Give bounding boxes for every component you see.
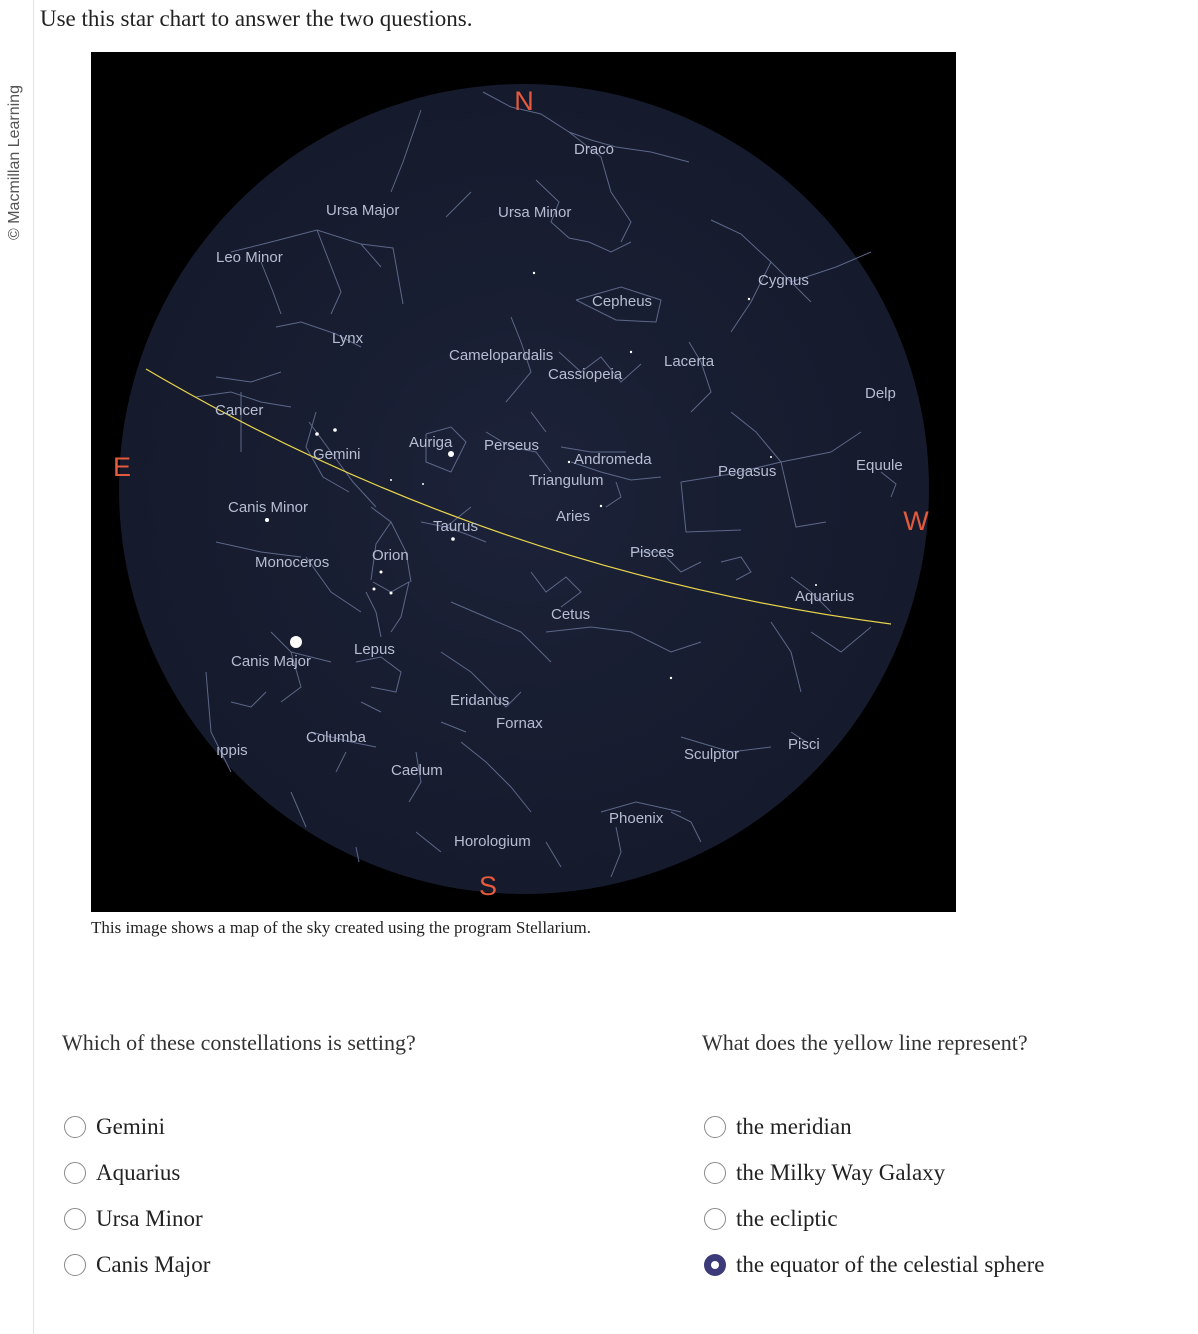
question-1-prompt: Which of these constellations is setting? xyxy=(62,1030,416,1055)
label-taurus: Taurus xyxy=(433,518,479,535)
option-label: the Milky Way Galaxy xyxy=(736,1160,946,1185)
label-leo-minor: Leo Minor xyxy=(216,249,283,266)
label-fornax: Fornax xyxy=(496,715,543,732)
instruction-text: Use this star chart to answer the two questions. xyxy=(40,6,473,31)
label-ursa-major: Ursa Major xyxy=(326,202,400,219)
label-orion: Orion xyxy=(372,547,409,564)
option-label: Gemini xyxy=(96,1114,165,1139)
label-gemini: Gemini xyxy=(313,446,361,463)
label-horologium: Horologium xyxy=(454,833,531,850)
cardinal-east: E xyxy=(112,452,132,482)
q2-option-ecliptic[interactable] xyxy=(704,1196,1044,1242)
label-lacerta: Lacerta xyxy=(664,353,715,370)
question-2-prompt: What does the yellow line represent? xyxy=(702,1030,1028,1055)
label-aries: Aries xyxy=(556,508,591,525)
star-chart-svg xyxy=(91,52,956,912)
label-aquarius: Aquarius xyxy=(795,588,855,605)
radio-button[interactable] xyxy=(704,1162,726,1184)
label-cetus: Cetus xyxy=(551,606,591,623)
option-label: Aquarius xyxy=(96,1160,181,1185)
label-auriga: Auriga xyxy=(409,434,453,451)
label-monoceros: Monoceros xyxy=(255,554,330,571)
side-divider xyxy=(33,0,34,1334)
label-canis-minor: Canis Minor xyxy=(228,499,309,516)
radio-button[interactable] xyxy=(704,1116,726,1138)
label-ursa-minor: Ursa Minor xyxy=(498,204,572,221)
label-cygnus: Cygnus xyxy=(758,272,809,289)
q1-option-canis-major[interactable] xyxy=(64,1242,210,1288)
label-lepus: Lepus xyxy=(354,641,395,658)
question-1-options xyxy=(64,1104,210,1288)
radio-button[interactable] xyxy=(64,1208,86,1230)
label-canis-major: Canis Major xyxy=(231,653,312,670)
label-equuleus: Equule xyxy=(856,457,903,474)
label-delphinus: Delp xyxy=(865,385,896,402)
option-label: Ursa Minor xyxy=(96,1206,203,1231)
cardinal-west: W xyxy=(903,506,929,536)
question-2-options xyxy=(704,1104,1044,1288)
label-cepheus: Cepheus xyxy=(592,293,653,310)
radio-button[interactable] xyxy=(704,1208,726,1230)
radio-button-selected[interactable] xyxy=(704,1254,726,1276)
label-draco: Draco xyxy=(574,141,615,158)
star-chart xyxy=(91,52,956,912)
q2-option-celestial-equator[interactable] xyxy=(704,1242,1044,1288)
option-label: the meridian xyxy=(736,1114,852,1139)
copyright-credit: © Macmillan Learning xyxy=(6,85,23,240)
cardinal-south: S xyxy=(478,871,498,901)
label-columba: Columba xyxy=(306,729,367,746)
q1-option-aquarius[interactable] xyxy=(64,1150,210,1196)
label-eridanus: Eridanus xyxy=(450,692,510,709)
option-label: Canis Major xyxy=(96,1252,211,1277)
label-cassiopeia: Cassiopeia xyxy=(548,366,623,383)
cardinal-north: N xyxy=(514,86,534,116)
label-lynx: Lynx xyxy=(332,330,364,347)
q2-option-milky-way[interactable] xyxy=(704,1150,1044,1196)
radio-button[interactable] xyxy=(64,1116,86,1138)
label-triangulum: Triangulum xyxy=(529,472,604,489)
label-caelum: Caelum xyxy=(391,762,443,779)
option-label: the ecliptic xyxy=(736,1206,838,1231)
label-piscis-austrinus: Pisci xyxy=(788,736,820,753)
label-sculptor: Sculptor xyxy=(684,746,740,763)
label-pegasus: Pegasus xyxy=(718,463,777,480)
radio-button[interactable] xyxy=(64,1254,86,1276)
label-pisces: Pisces xyxy=(630,544,675,561)
option-label: the equator of the celestial sphere xyxy=(736,1252,1045,1277)
q2-option-meridian[interactable] xyxy=(704,1104,1044,1150)
q1-option-gemini[interactable] xyxy=(64,1104,210,1150)
label-puppis: ıppis xyxy=(216,742,248,759)
label-phoenix: Phoenix xyxy=(609,810,664,827)
label-cancer: Cancer xyxy=(215,402,264,419)
label-camelopardalis: Camelopardalis xyxy=(449,347,554,364)
q1-option-ursa-minor[interactable] xyxy=(64,1196,210,1242)
label-perseus: Perseus xyxy=(484,437,540,454)
radio-button[interactable] xyxy=(64,1162,86,1184)
label-andromeda: Andromeda xyxy=(574,451,652,468)
chart-caption: This image shows a map of the sky created using the program Stellarium. xyxy=(91,918,591,937)
